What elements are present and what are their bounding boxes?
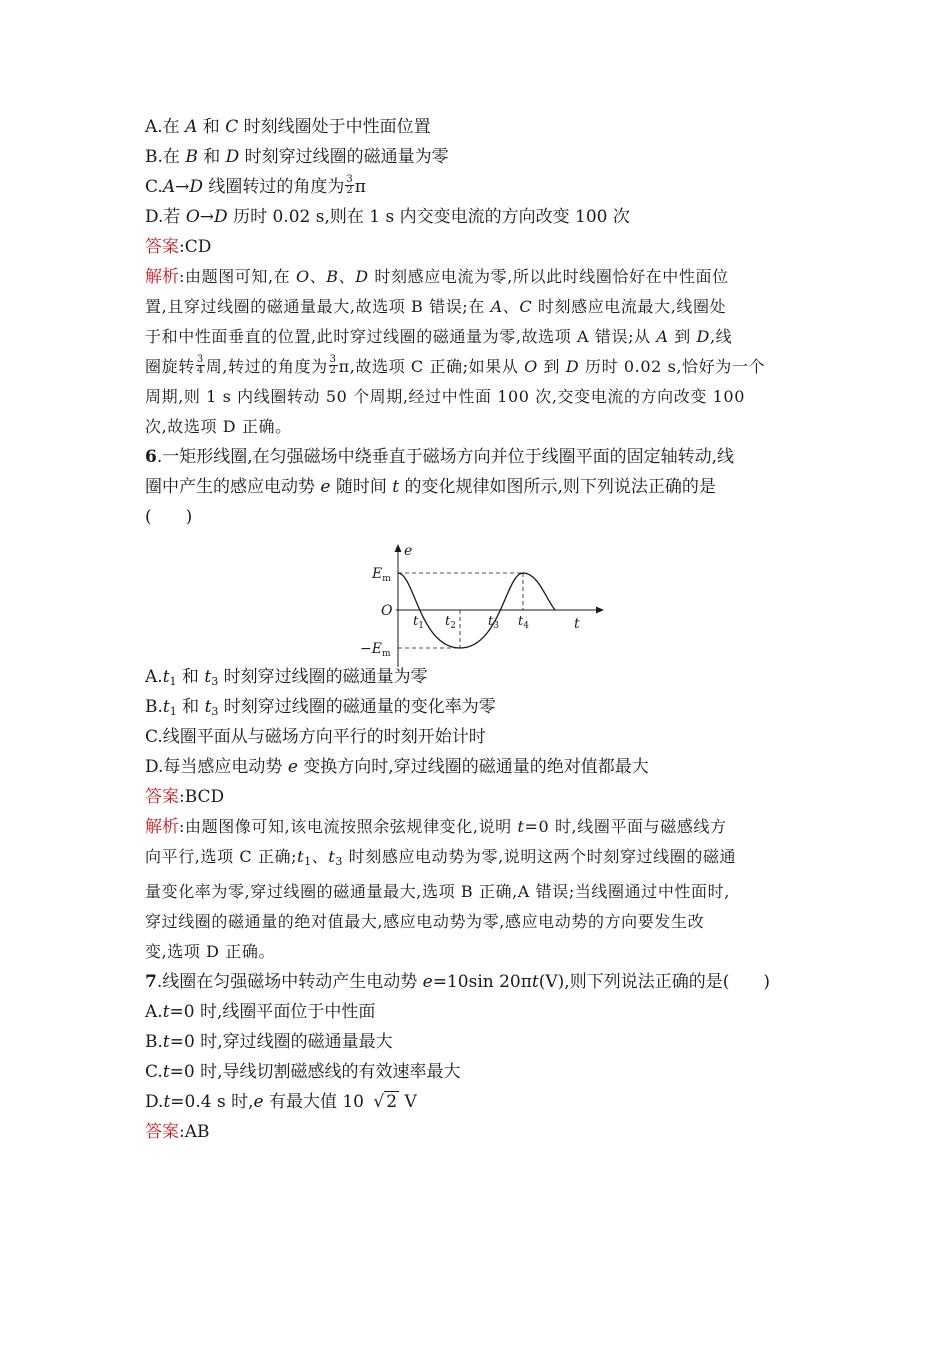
fraction: $\frac{3}{2}$ xyxy=(346,174,353,196)
t4-label: $t_4$ xyxy=(518,614,529,631)
q7-option-d: D.t=0.4 s 时,e 有最大值 10 √ 2 V xyxy=(145,1087,825,1117)
e-axis-label: e xyxy=(404,543,413,559)
square-root: √ 2 xyxy=(373,1092,398,1112)
q6-option-b: $B.t_1$ 和 $t_3$ 时刻穿过线圈的磁通量的变化率为零 xyxy=(145,697,496,718)
q5-option-b: B.在 B 和 D 时刻穿过线圈的磁通量为零 xyxy=(145,147,449,167)
q5-answer: 答案:CD xyxy=(145,237,212,257)
q6-stem-line-1: 6.一矩形线圈,在匀强磁场中绕垂直于磁场方向并位于线圈平面的固定轴转动,线 xyxy=(145,447,735,467)
t3-label: $t_3$ xyxy=(488,614,499,631)
q6-option-c: C.线圈平面从与磁场方向平行的时刻开始计时 xyxy=(145,727,486,747)
origin-label: O xyxy=(381,603,393,619)
question-number: 7 xyxy=(145,972,157,992)
em-label: $E_m$ xyxy=(372,566,391,584)
question-number: 6 xyxy=(145,447,157,467)
q6-stem-line-2: 圈中产生的感应电动势 e 随时间 t 的变化规律如图所示,则下列说法正确的是 xyxy=(145,477,716,497)
emf-time-graph xyxy=(360,539,610,669)
q6-explanation: 解析:由题图像可知,该电流按照余弦规律变化,说明 t=0 时,线圈平面与磁感线方 向平行,选项 C 正确$;t_1$、$t_3$ 时刻感应电动势为零,说明这两个时刻穿过线圈的磁通 量变化率为零,穿过线圈的磁通量最大,选项 B 正确,A 错误;当线圈通过中性面时, 穿过线圈的磁通量的绝对值最大,感应电动势为零,感应电动势的方向要发生改 变,选项 D 正确。 xyxy=(145,817,737,961)
q6-answer: 答案:BCD xyxy=(145,787,225,807)
answer-label: 答案 xyxy=(145,787,179,807)
fraction: $\frac{3}{4}$ xyxy=(196,354,204,376)
q5-option-a: A.在 A 和 C 时刻线圈处于中性面位置 xyxy=(145,117,431,137)
q6-option-d: D.每当感应电动势 e 变换方向时,穿过线圈的磁通量的绝对值都最大 xyxy=(145,757,649,777)
fraction: $\frac{3}{2}$ xyxy=(329,354,337,376)
neg-em-label: $-E_m$ xyxy=(360,641,391,659)
q7-answer: 答案:AB xyxy=(145,1122,210,1142)
q7-option-b: B.t=0 时,穿过线圈的磁通量最大 xyxy=(145,1032,393,1052)
t-axis-arrow xyxy=(596,607,604,614)
t1-label: $t_1$ xyxy=(413,614,424,631)
answer-label: 答案 xyxy=(145,237,179,257)
q6-option-a: $A.t_1$ 和 $t_3$ 时刻穿过线圈的磁通量为零 xyxy=(145,667,428,688)
explanation-label: 解析 xyxy=(145,817,179,837)
q7-option-c: C.t=0 时,导线切割磁感线的有效速率最大 xyxy=(145,1062,461,1082)
explanation-label: 解析 xyxy=(145,267,179,287)
q5-option-d: D.若 O→D 历时 0.02 s,则在 1 s 内交变电流的方向改变 100 次 xyxy=(145,207,630,227)
e-axis-arrow xyxy=(395,544,402,552)
q5-option-c: C.A→D 线圈转过的角度为 $\frac{3}{2}$ π xyxy=(145,174,366,197)
answer-label: 答案 xyxy=(145,1122,179,1142)
q5-explanation: 解析:由题图可知,在 O、B、D 时刻感应电流为零,所以此时线圈恰好在中性面位 置,且穿过线圈的磁通量最大,故选项 B 错误;在 A、C 时刻感应电流最大,线圈处 于和中性面垂直的位置,此时穿过线圈的磁通量为零,故选项 A 错误;从 A 到 D,线 圈旋转 $\frac{3}{4}$ 周,转过的角度为 $\frac{3}{2}$ π,故选项 C 正确;如果从 O 到 D 历时 0.02 s,恰好为一个 周期,则 1 s 内线圈转动 50 个周期,经过中性面 100 次,交变电流的方向改变 100 次,故选项 D 正确。 xyxy=(145,267,766,436)
t-axis-label: t xyxy=(574,616,580,632)
q7-option-a: A.t=0 时,线圈平面位于中性面 xyxy=(145,1002,376,1022)
t2-label: $t_2$ xyxy=(445,614,456,631)
q7-stem: 7.线圈在匀强磁场中转动产生电动势 e=10sin 20πt(V),则下列说法正确的是( ) xyxy=(145,972,770,992)
q6-answer-paren: ( ) xyxy=(145,507,193,527)
